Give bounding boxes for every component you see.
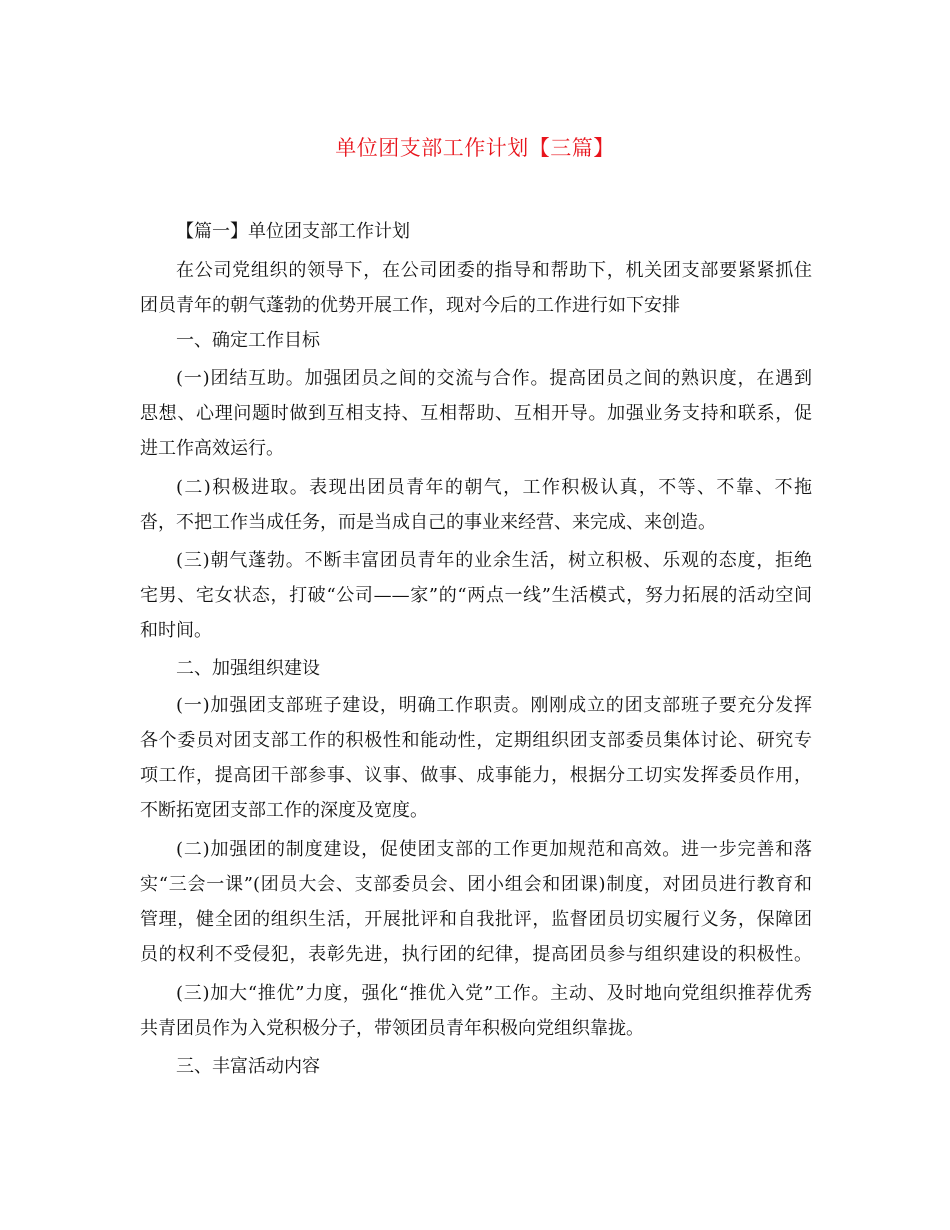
paragraph-line: (一)加强团支部班子建设，明确工作职责。刚刚成立的团支部班子要充分发挥 [176,695,812,716]
paragraph-line: 不断拓宽团支部工作的深度及宽度。 [140,800,428,821]
paragraph-line: 管理，健全团的组织生活，开展批评和自我批评，监督团员切实履行义务，保障团 [140,909,812,930]
section-heading: 【篇一】单位团支部工作计划 [176,221,410,242]
paragraph-line: 思想、心理问题时做到互相支持、互相帮助、互相开导。加强业务支持和联系，促 [140,403,812,424]
document-title: 单位团支部工作计划【三篇】 [335,136,615,160]
subheading: 三、丰富活动内容 [176,1056,320,1077]
subheading: 一、确定工作目标 [176,330,320,351]
paragraph-line: 项工作，提高团干部参事、议事、做事、成事能力，根据分工切实发挥委员作用， [140,765,812,786]
paragraph-line: 宅男、宅女状态，打破“公司——家”的“两点一线”生活模式，努力拓展的活动空间 [140,585,812,606]
paragraph-line: 实“三会一课”(团员大会、支部委员会、团小组会和团课)制度，对团员进行教育和 [140,874,812,895]
paragraph-line: 沓，不把工作当成任务，而是当成自己的事业来经营、来完成、来创造。 [140,512,716,533]
paragraph-line: 团员青年的朝气蓬勃的优势开展工作，现对今后的工作进行如下安排 [140,295,680,316]
paragraph-line: 共青团员作为入党积极分子，带领团员青年积极向党组织靠拢。 [140,1018,644,1039]
paragraph-line: 在公司党组织的领导下，在公司团委的指导和帮助下，机关团支部要紧紧抓住 [176,260,812,281]
paragraph-line: (一)团结互助。加强团员之间的交流与合作。提高团员之间的熟识度，在遇到 [176,368,812,389]
paragraph-line: (二)加强团的制度建设，促使团支部的工作更加规范和高效。进一步完善和落 [176,839,812,860]
paragraph-line: 进工作高效运行。 [140,438,284,459]
paragraph-line: (三)朝气蓬勃。不断丰富团员青年的业余生活，树立积极、乐观的态度，拒绝 [176,550,812,571]
paragraph-line: (三)加大“推优”力度，强化“推优入党”工作。主动、及时地向党组织推荐优秀 [176,983,812,1004]
paragraph-line: (二)积极进取。表现出团员青年的朝气，工作积极认真，不等、不靠、不拖 [176,477,812,498]
paragraph-line: 员的权利不受侵犯，表彰先进，执行团的纪律，提高团员参与组织建设的积极性。 [140,944,812,965]
paragraph-line: 各个委员对团支部工作的积极性和能动性，定期组织团支部委员集体讨论、研究专 [140,730,812,751]
paragraph-line: 和时间。 [140,620,212,641]
subheading: 二、加强组织建设 [176,658,320,679]
